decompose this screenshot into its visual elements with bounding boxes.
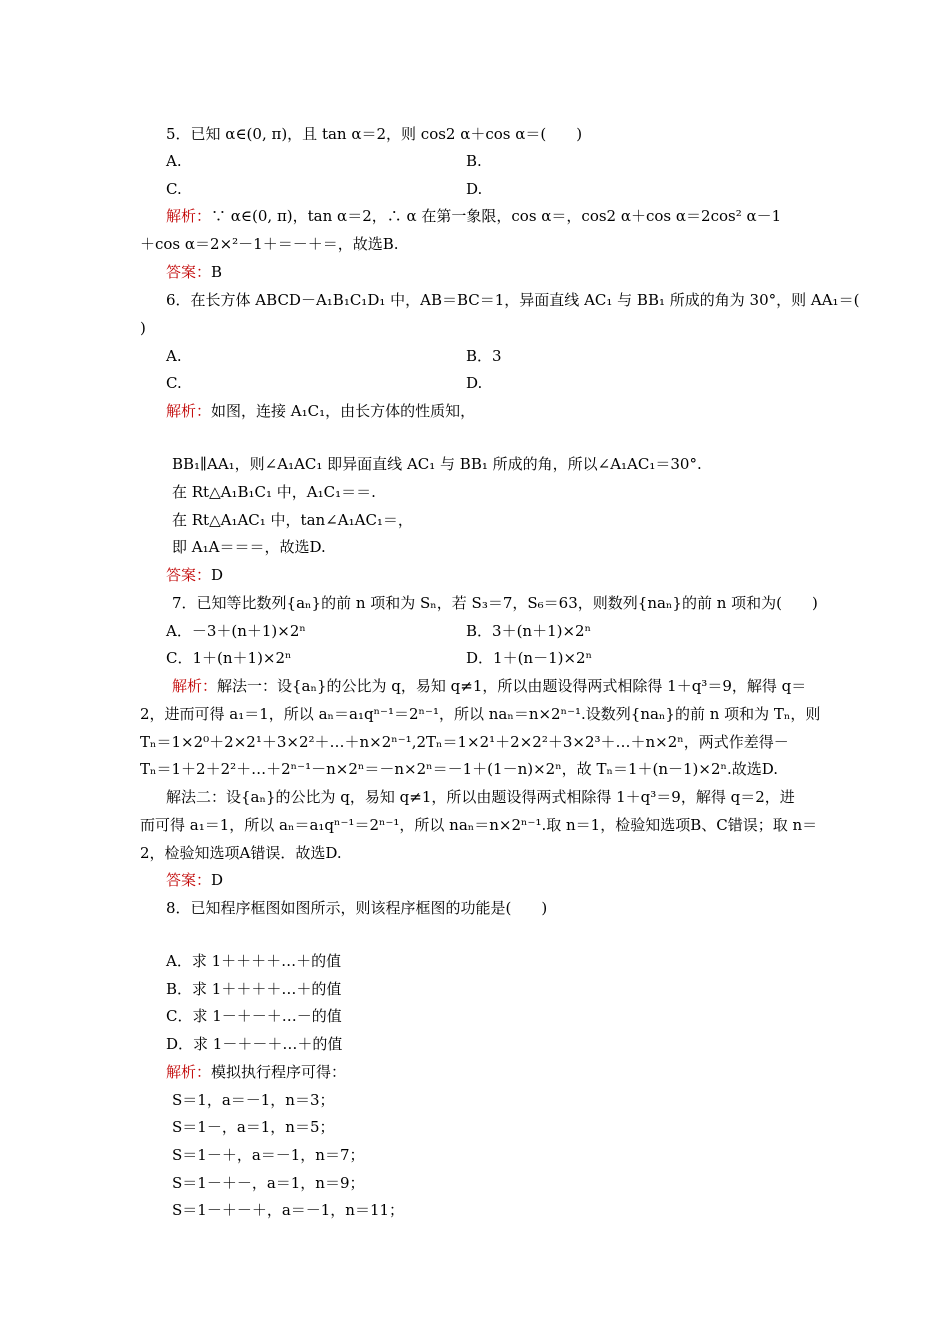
- answer-label: 答案：: [166, 871, 212, 889]
- q8-stem: 8．已知程序框图如图所示，则该程序框图的功能是( ): [166, 899, 548, 917]
- q6-solution-line-1: [166, 401, 475, 421]
- q7-method-2-line-3: 2，检验知选项A错误．故选D.: [140, 844, 342, 862]
- q8-option-a: A．求 1＋＋＋＋…＋的值: [166, 952, 342, 970]
- q5-solution-line-1: [166, 206, 781, 226]
- q6-option-d: D.: [466, 374, 483, 392]
- q5-option-a: A.: [166, 152, 182, 170]
- q6-solution-line-3: 在 Rt△A₁B₁C₁ 中，A₁C₁＝＝.: [172, 483, 376, 501]
- q8-step-2: S＝1－，a＝1，n＝5；: [172, 1118, 335, 1136]
- solution-label: 解析：: [166, 207, 212, 225]
- q6-solution-line-2: BB₁∥AA₁，则∠A₁AC₁ 即异面直线 AC₁ 与 BB₁ 所成的角，所以∠A₁AC₁＝30°.: [172, 455, 702, 473]
- q7-option-b: B．3＋(n＋1)×2ⁿ: [466, 622, 592, 640]
- q8-solution-text: 模拟执行程序可得：: [211, 1063, 347, 1081]
- q6-answer: [166, 565, 223, 585]
- q5-solution-text: ∵ α∈(0, π)，tan α＝2，∴ α 在第一象限，cos α＝，cos2 α＋cos α＝2cos² α－1: [211, 207, 782, 225]
- q5-solution-line-2: ＋cos α＝2×²－1＋＝－＋＝，故选B.: [140, 235, 399, 253]
- solution-label: 解析：: [166, 402, 212, 420]
- q8-option-c: C．求 1－＋－＋…－的值: [166, 1007, 342, 1025]
- q5-stem: 5．已知 α∈(0, π)，且 tan α＝2，则 cos2 α＋cos α＝( ): [166, 125, 583, 143]
- q8-step-3: S＝1－＋，a＝－1，n＝7；: [172, 1146, 365, 1164]
- q7-method-2-line-2: 而可得 a₁＝1，所以 aₙ＝a₁qⁿ⁻¹＝2ⁿ⁻¹，所以 naₙ＝n×2ⁿ⁻¹.取 n＝1，检验知选项B、C错误；取 n＝: [140, 816, 818, 834]
- q6-solution-text: 如图，连接 A₁C₁，由长方体的性质知，: [211, 402, 476, 420]
- q6-solution-line-4: 在 Rt△A₁AC₁ 中，tan∠A₁AC₁＝，: [172, 511, 413, 529]
- q5-answer: [166, 262, 222, 282]
- answer-label: 答案：: [166, 263, 212, 281]
- q8-step-1: S＝1，a＝－1，n＝3；: [172, 1091, 335, 1109]
- q6-solution-line-5: 即 A₁A＝＝＝，故选D.: [172, 538, 326, 556]
- q6-option-c: C.: [166, 374, 182, 392]
- q6-stem-continued: ): [140, 319, 146, 337]
- q7-option-a: A．－3＋(n＋1)×2ⁿ: [166, 622, 306, 640]
- q8-option-b: B．求 1＋＋＋＋…＋的值: [166, 980, 342, 998]
- q6-option-b: B．3: [466, 347, 502, 365]
- answer-label: 答案：: [166, 566, 212, 584]
- q7-solution-line-1: [172, 676, 806, 696]
- q7-option-c: C．1＋(n＋1)×2ⁿ: [166, 649, 292, 667]
- q6-stem: 6．在长方体 ABCD－A₁B₁C₁D₁ 中，AB＝BC＝1，异面直线 AC₁ 与 BB₁ 所成的角为 30°，则 AA₁＝(: [166, 291, 860, 309]
- q7-solution-line-2: 2，进而可得 a₁＝1，所以 aₙ＝a₁qⁿ⁻¹＝2ⁿ⁻¹，所以 naₙ＝n×2ⁿ⁻¹.设数列{naₙ}的前 n 项和为 Tₙ，则: [140, 705, 821, 723]
- q7-answer-value: D: [211, 871, 224, 889]
- q8-option-d: D．求 1－＋－＋…＋的值: [166, 1035, 343, 1053]
- q8-solution-line-1: [166, 1062, 346, 1082]
- q7-method-1-text: 解法一：设{aₙ}的公比为 q，易知 q≠1，所以由题设得两式相除得 1＋q³＝9，解得 q＝: [217, 677, 807, 695]
- q5-option-d: D.: [466, 180, 483, 198]
- q7-stem: 7．已知等比数列{aₙ}的前 n 项和为 Sₙ，若 S₃＝7，S₆＝63，则数列{naₙ}的前 n 项和为( ): [172, 594, 818, 612]
- q5-option-c: C.: [166, 180, 182, 198]
- solution-label: 解析：: [172, 677, 218, 695]
- q8-step-4: S＝1－＋－，a＝1，n＝9；: [172, 1174, 365, 1192]
- q5-option-b: B.: [466, 152, 482, 170]
- q7-solution-line-4: Tₙ＝1＋2＋2²＋…＋2ⁿ⁻¹－n×2ⁿ＝－n×2ⁿ＝－1＋(1－n)×2ⁿ，故 Tₙ＝1＋(n－1)×2ⁿ.故选D.: [140, 760, 779, 778]
- q7-answer: [166, 870, 223, 890]
- solution-label: 解析：: [166, 1063, 212, 1081]
- q7-solution-line-3: Tₙ＝1×2⁰＋2×2¹＋3×2²＋…＋n×2ⁿ⁻¹,2Tₙ＝1×2¹＋2×2²＋3×2³＋…＋n×2ⁿ，两式作差得－: [140, 733, 789, 751]
- q7-method-2-line-1: 解法二：设{aₙ}的公比为 q，易知 q≠1，所以由题设得两式相除得 1＋q³＝9，解得 q＝2，进: [166, 788, 795, 806]
- q8-step-5: S＝1－＋－＋，a＝－1，n＝11；: [172, 1201, 405, 1219]
- q7-option-d: D．1＋(n－1)×2ⁿ: [466, 649, 593, 667]
- q5-answer-value: B: [211, 263, 223, 281]
- q6-answer-value: D: [211, 566, 224, 584]
- q6-option-a: A.: [166, 347, 182, 365]
